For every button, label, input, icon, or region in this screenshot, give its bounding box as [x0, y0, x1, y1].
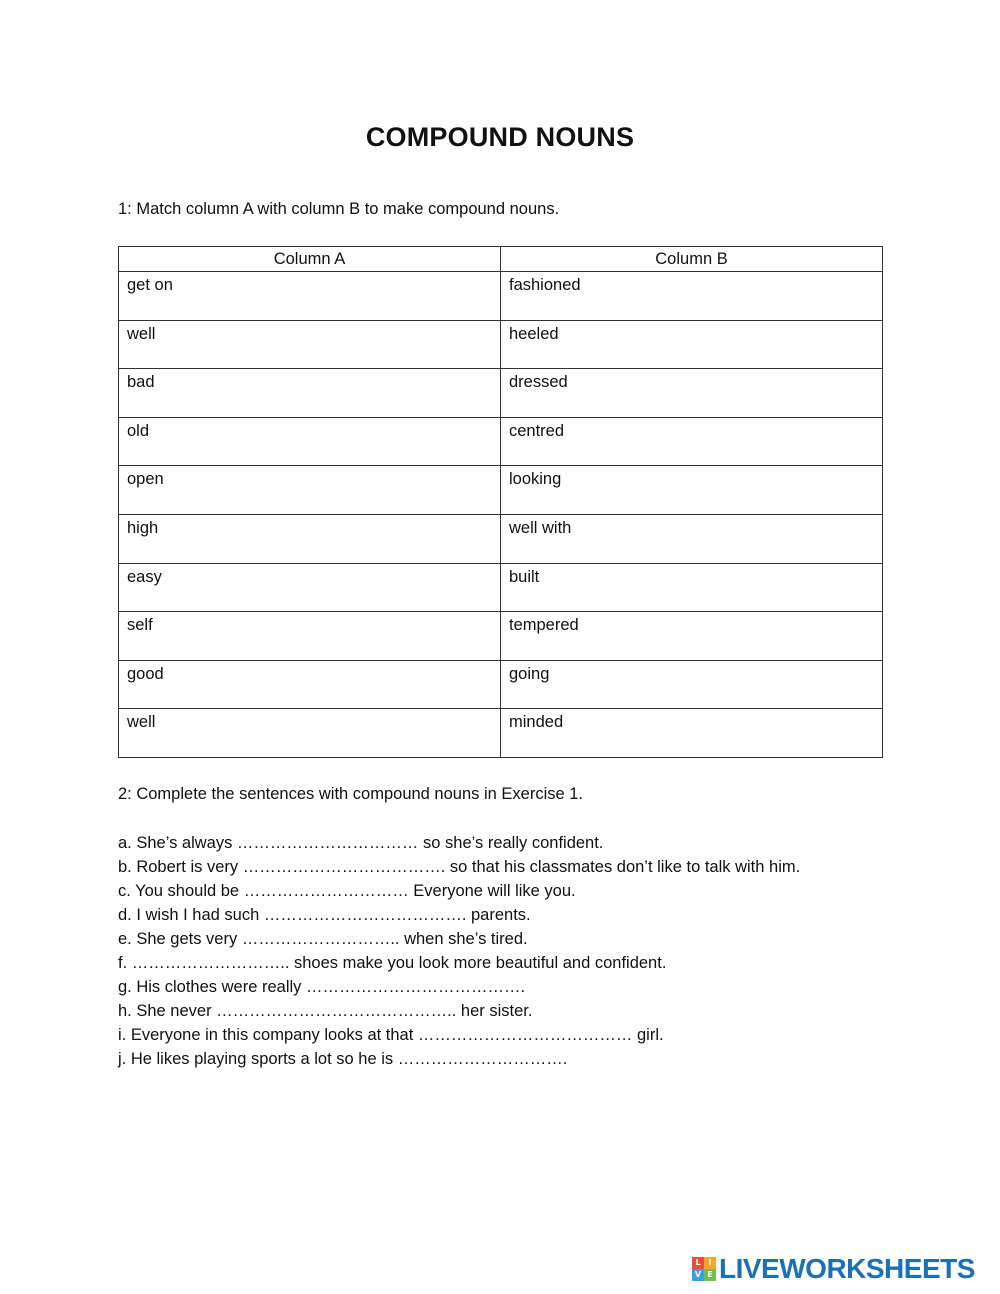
column-b-cell: fashioned [501, 272, 883, 321]
sentence-item: f. ……………………….. shoes make you look more beautiful and confident. [118, 954, 667, 972]
column-a-cell: self [119, 612, 501, 661]
exercise-2-instruction: 2: Complete the sentences with compound nouns in Exercise 1. [118, 785, 584, 803]
column-a-cell: get on [119, 272, 501, 321]
exercise-1-instruction: 1: Match column A with column B to make compound nouns. [118, 200, 560, 218]
table-row [119, 514, 883, 563]
logo-text: LIVEWORKSHEETS [719, 1253, 975, 1284]
logo-badge-letter: V [692, 1269, 704, 1281]
table-row [119, 369, 883, 418]
logo-badge-icon [692, 1257, 716, 1281]
table-row [119, 660, 883, 709]
column-b-cell: heeled [501, 320, 883, 369]
table-row [119, 466, 883, 515]
column-a-cell: old [119, 417, 501, 466]
column-b-cell: centred [501, 417, 883, 466]
table-row [119, 272, 883, 321]
column-a-cell: open [119, 466, 501, 515]
logo-badge-letter: I [704, 1257, 716, 1269]
column-a-cell: bad [119, 369, 501, 418]
page-title: COMPOUND NOUNS [365, 122, 635, 152]
column-b-cell: built [501, 563, 883, 612]
sentence-item: d. I wish I had such ………………………………. parents. [118, 906, 531, 924]
column-a-cell: easy [119, 563, 501, 612]
table-row [119, 563, 883, 612]
table-row [119, 417, 883, 466]
sentence-item: a. She’s always …………………………… so she’s really confident. [118, 834, 604, 852]
column-b-cell: well with [501, 514, 883, 563]
logo-badge-letter: L [692, 1257, 704, 1269]
sentence-item: b. Robert is very ………………………………. so that his classmates don’t like to talk with him. [118, 858, 801, 876]
table-row [119, 612, 883, 661]
column-b-cell: looking [501, 466, 883, 515]
column-b-cell: minded [501, 709, 883, 758]
table-row [119, 320, 883, 369]
column-a-cell: good [119, 660, 501, 709]
matching-table [118, 246, 883, 758]
sentence-item: i. Everyone in this company looks at that ………………………………… girl. [118, 1026, 664, 1044]
column-b-header: Column B [501, 247, 883, 272]
sentence-item: j. He likes playing sports a lot so he is …………………………. [118, 1050, 568, 1068]
column-b-cell: dressed [501, 369, 883, 418]
column-a-cell: high [119, 514, 501, 563]
logo-badge-letter: E [704, 1269, 716, 1281]
sentence-item: g. His clothes were really …………………………………. [118, 978, 526, 996]
column-a-cell: well [119, 709, 501, 758]
column-b-cell: tempered [501, 612, 883, 661]
sentence-item: e. She gets very ……………………….. when she’s tired. [118, 930, 528, 948]
table-header-row [119, 247, 883, 272]
sentence-list [118, 831, 918, 1071]
sentence-item: c. You should be ………………………… Everyone will like you. [118, 882, 576, 900]
column-a-cell: well [119, 320, 501, 369]
table-row [119, 709, 883, 758]
liveworksheets-logo [692, 1254, 975, 1284]
sentence-item: h. She never …………………………………….. her sister. [118, 1002, 533, 1020]
column-a-header: Column A [119, 247, 501, 272]
column-b-cell: going [501, 660, 883, 709]
